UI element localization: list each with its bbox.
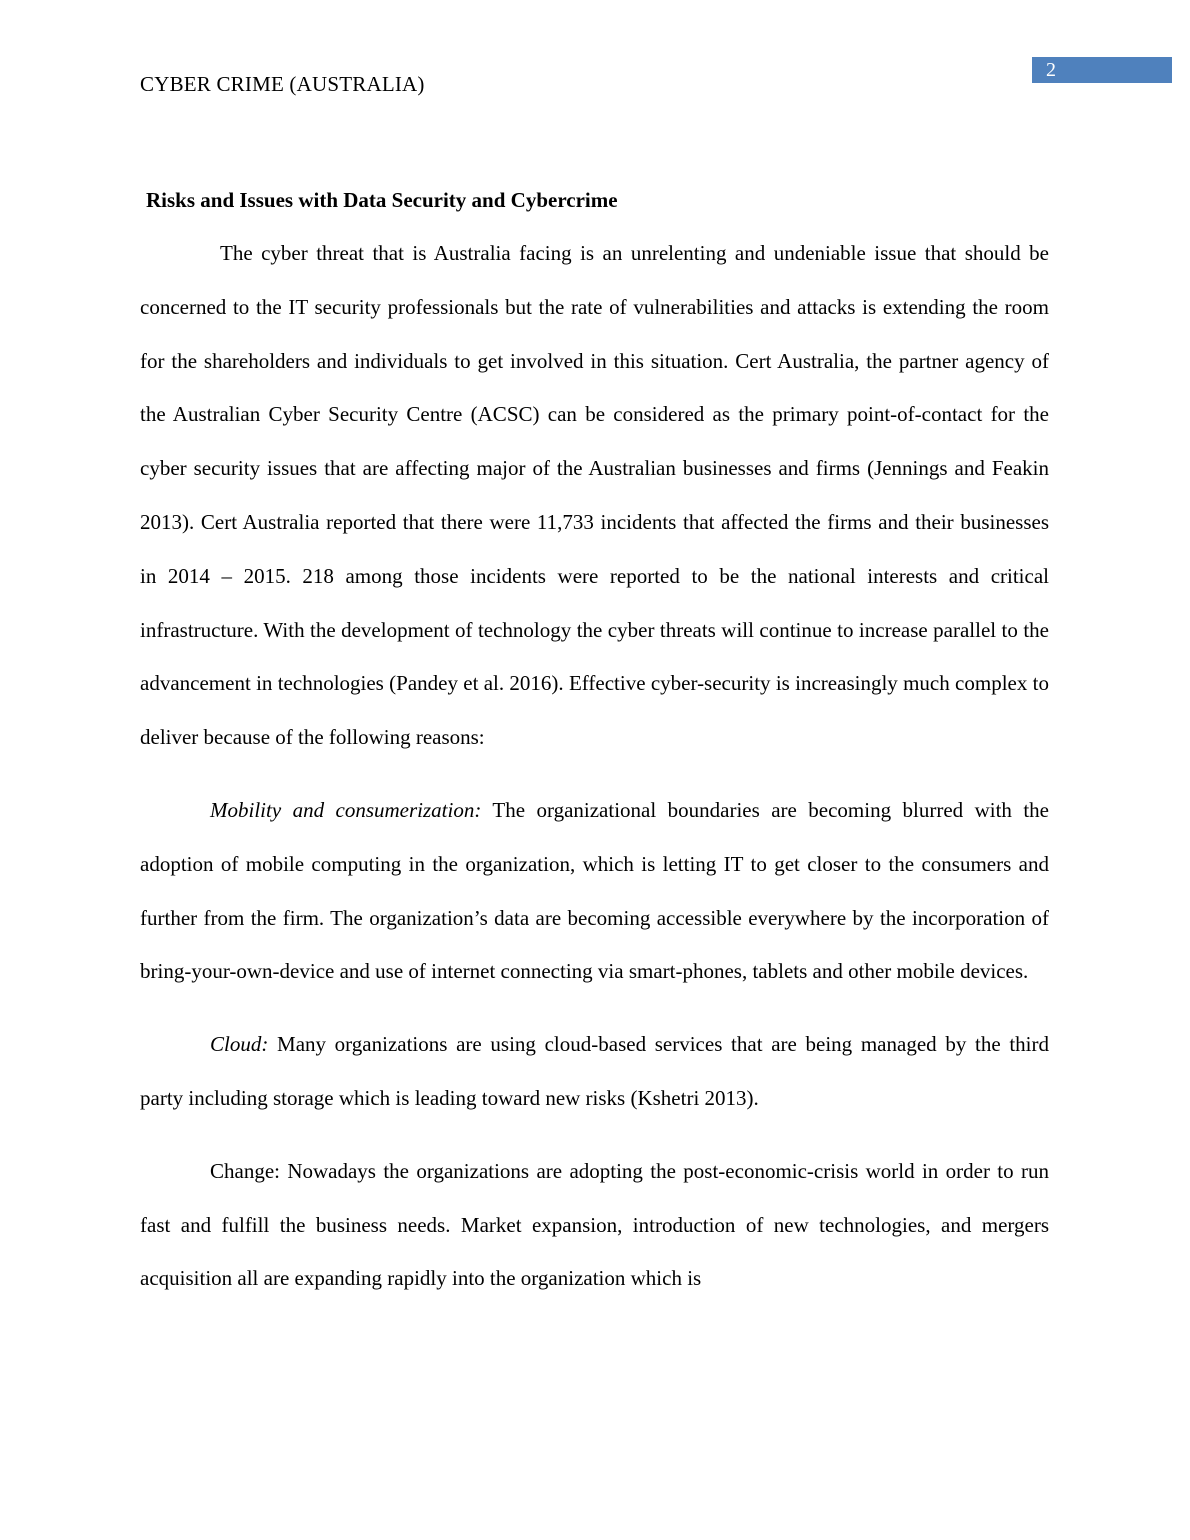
paragraph-mobility-lead: Mobility and consumerization: [210,797,482,822]
paragraph-cloud [140,1018,1049,1126]
paragraph-mobility-text: The organizational boundaries are becoming blurred with the adoption of mobile computing in the organization, which is letting IT to get closer to the consumers and further from the firm. The organization’s data are becoming accessible everywhere by the incorporation of bring-your-own-device and use of internet connecting via smart-phones, tablets and other mobile devices. [140,797,1049,984]
paragraph-change-text: Change: Nowadays the organizations are adopting the post-economic-crisis world in order to run fast and fulfill the business needs. Market expansion, introduction of new technologies, and mergers acquisition all are expanding rapidly into the organization which is [140,1158,1049,1291]
page-number-badge [1032,57,1172,83]
running-head: CYBER CRIME (AUSTRALIA) [140,72,425,96]
paragraph-cloud-text: Many organizations are using cloud-based services that are being managed by the third party including storage which is leading toward new risks (Kshetri 2013). [140,1032,1049,1110]
paragraph-mobility [140,784,1049,999]
document-body [140,186,1049,1306]
paragraph-intro [140,227,1049,765]
section-heading: Risks and Issues with Data Security and Cybercrime [146,188,618,212]
paragraph-intro-text: The cyber threat that is Australia facing is an unrelenting and undeniable issue that should be concerned to the IT security professionals but the rate of vulnerabilities and attacks is extending the room for the shareholders and individuals to get involved in this situation. Cert Australia, the partner agency of the Australian Cyber Security Centre (ACSC) can be considered as the primary point-of-contact for the cyber security issues that are affecting major of the Australian businesses and firms (Jennings and Feakin 2013). Cert Australia reported that there were 11,733 incidents that affected the firms and their businesses in 2014 – 2015. 218 among those incidents were reported to be the national interests and critical infrastructure. With the development of technology the cyber threats will continue to increase parallel to the advancement in technologies (Pandey et al. 2016). Effective cyber-security is increasingly much complex to deliver because of the following reasons: [140,241,1049,750]
paragraph-cloud-lead: Cloud: [210,1032,269,1057]
paragraph-change [140,1145,1049,1306]
page-number: 2 [1046,59,1056,81]
